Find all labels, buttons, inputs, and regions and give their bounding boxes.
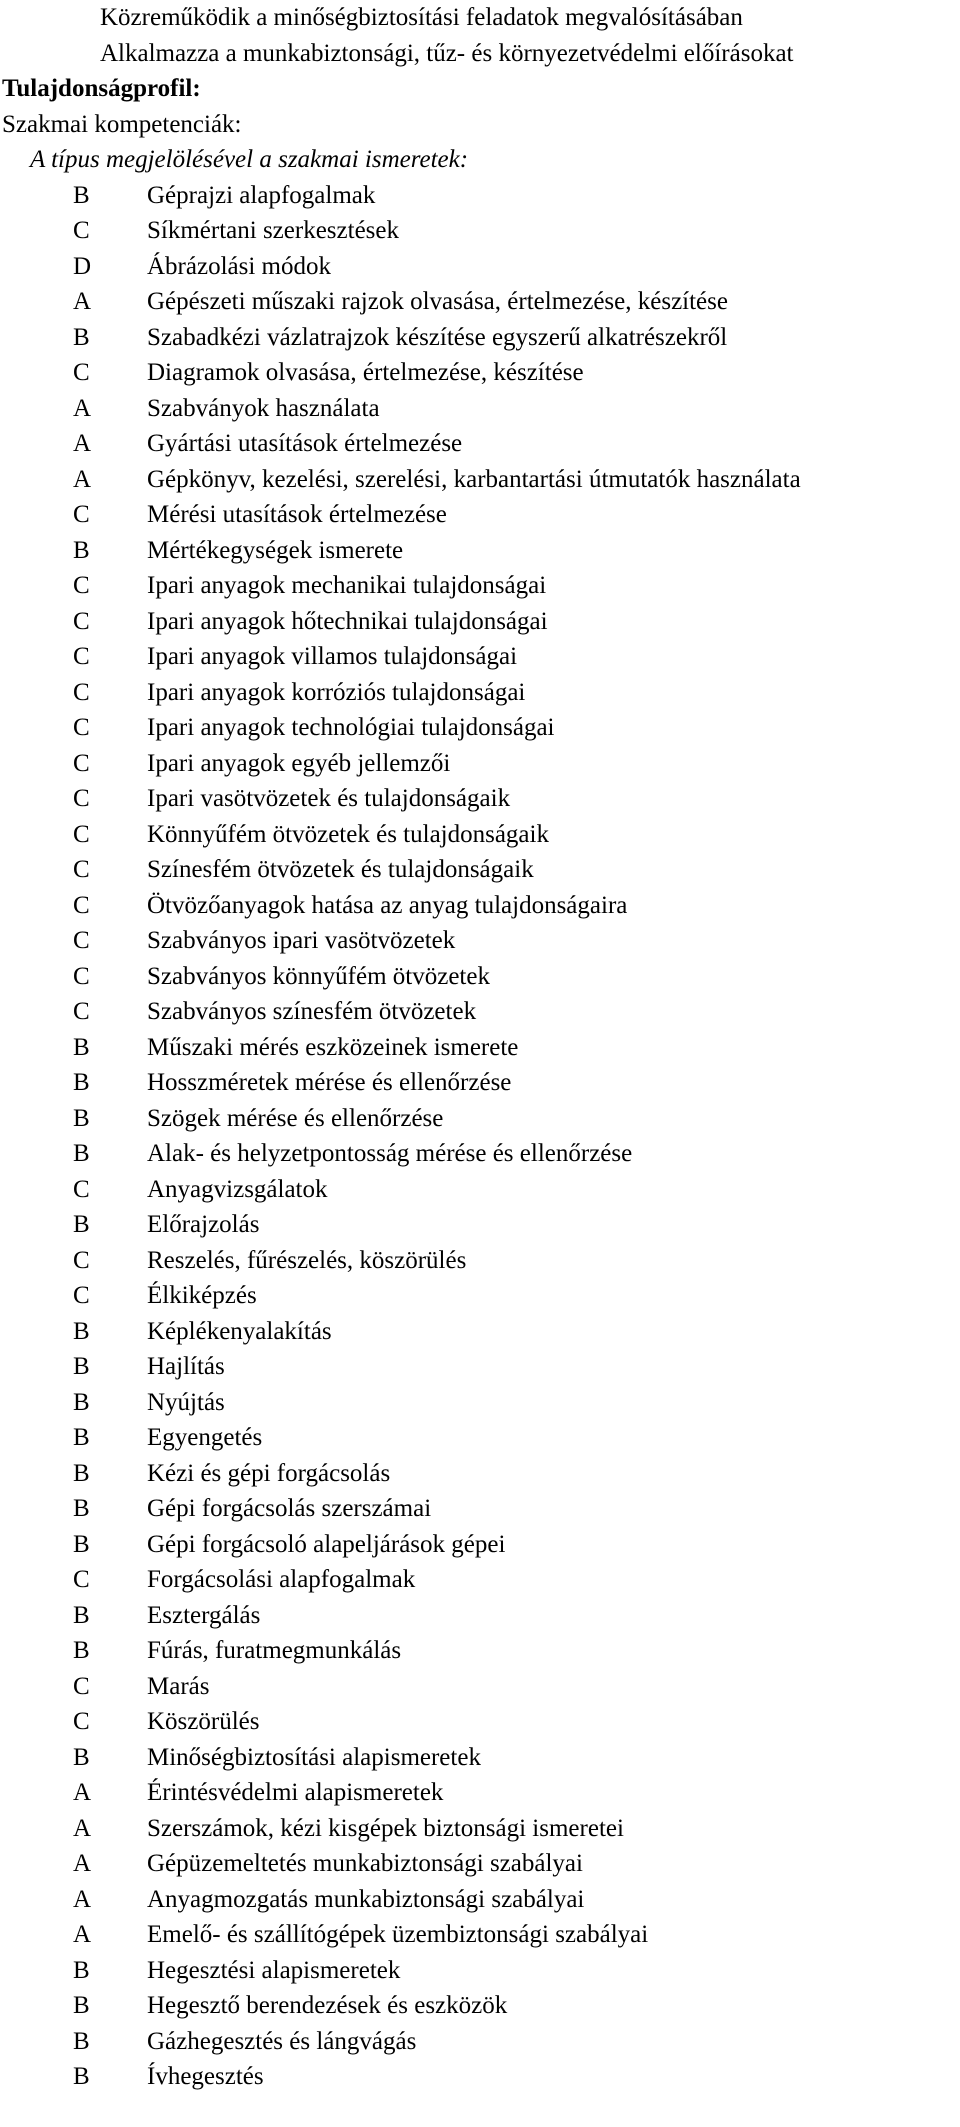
list-item xyxy=(0,675,960,711)
list-item xyxy=(0,710,960,746)
list-item xyxy=(0,284,960,320)
list-item xyxy=(0,497,960,533)
level-code: A xyxy=(73,465,92,493)
level-code: A xyxy=(73,1779,92,1806)
item-text: Hajlítás xyxy=(147,1353,225,1380)
level-code: A xyxy=(73,1885,92,1913)
list-item xyxy=(0,1988,960,2024)
item-text: Szabványos ipari vasötvözetek xyxy=(147,927,456,954)
item-text: Hosszméretek mérése és ellenőrzése xyxy=(147,1069,512,1096)
level-code: A xyxy=(73,430,92,457)
level-code: B xyxy=(73,1388,90,1416)
item-text: Diagramok olvasása, értelmezése, készítése xyxy=(147,359,584,386)
item-text: Ipari anyagok villamos tulajdonságai xyxy=(147,643,518,670)
list-item xyxy=(0,1527,960,1563)
level-code: C xyxy=(73,927,90,954)
list-item xyxy=(0,1669,960,1705)
level-code: B xyxy=(73,1637,90,1664)
list-item xyxy=(0,355,960,391)
level-code: B xyxy=(73,1069,90,1096)
item-text: Szabványok használata xyxy=(147,394,380,422)
level-code: B xyxy=(73,1140,90,1167)
list-item xyxy=(0,639,960,675)
item-text: Ipari vasötvözetek és tulajdonságaik xyxy=(147,785,511,812)
item-text: Ipari anyagok korróziós tulajdonságai xyxy=(147,678,526,706)
level-code: B xyxy=(73,1743,90,1771)
list-item xyxy=(0,888,960,924)
list-item xyxy=(0,1101,960,1137)
level-code: B xyxy=(73,2027,90,2055)
list-item xyxy=(0,959,960,995)
competence-heading: Szakmai kompetenciák: xyxy=(2,110,242,138)
item-text: Ábrázolási módok xyxy=(147,252,331,280)
list-item xyxy=(0,1349,960,1385)
level-code: B xyxy=(73,1104,90,1132)
item-text: Könnyűfém ötvözetek és tulajdonságaik xyxy=(147,820,549,848)
item-text: Gépészeti műszaki rajzok olvasása, értelmezése, készítése xyxy=(147,288,728,315)
item-text: Marás xyxy=(147,1672,210,1700)
item-text: Ipari anyagok mechanikai tulajdonságai xyxy=(147,572,547,599)
level-code: A xyxy=(73,1850,92,1877)
list-item xyxy=(0,1136,960,1172)
level-code: C xyxy=(73,749,90,777)
level-code: C xyxy=(73,998,90,1025)
item-text: Gépüzemeltetés munkabiztonsági szabályai xyxy=(147,1850,583,1877)
level-code: B xyxy=(73,1353,90,1380)
item-text: Köszörülés xyxy=(147,1708,260,1735)
item-text: Síkmértani szerkesztések xyxy=(147,217,399,244)
level-code: B xyxy=(73,181,90,209)
item-text: Szabványos színesfém ötvözetek xyxy=(147,998,477,1025)
item-text: Ívhegesztés xyxy=(147,2063,264,2090)
list-item xyxy=(0,1385,960,1421)
level-code: C xyxy=(73,359,90,386)
item-text: Gépi forgácsoló alapeljárások gépei xyxy=(147,1530,506,1558)
item-text: Előrajzolás xyxy=(147,1211,260,1238)
list-item xyxy=(0,1420,960,1456)
item-text: Élkiképzés xyxy=(147,1282,257,1309)
list-item xyxy=(0,1811,960,1847)
item-text: Szögek mérése és ellenőrzése xyxy=(147,1104,444,1132)
item-text: Gépi forgácsolás szerszámai xyxy=(147,1495,432,1522)
level-code: B xyxy=(73,1495,90,1522)
list-item xyxy=(0,1740,960,1776)
item-text: Gázhegesztés és lángvágás xyxy=(147,2027,417,2055)
level-code: B xyxy=(73,1956,90,1984)
list-item xyxy=(0,852,960,888)
level-code: B xyxy=(73,1211,90,1238)
list-item xyxy=(0,994,960,1030)
list-item xyxy=(0,1030,960,1066)
level-code: C xyxy=(73,1246,90,1274)
level-code: C xyxy=(73,1282,90,1309)
list-item xyxy=(0,568,960,604)
item-text: Anyagvizsgálatok xyxy=(147,1175,328,1203)
level-code: C xyxy=(73,643,90,670)
list-item xyxy=(0,1456,960,1492)
item-text: Szabadkézi vázlatrajzok készítése egyszerű alkatrészekről xyxy=(147,323,728,351)
level-code: C xyxy=(73,678,90,706)
list-item xyxy=(0,1775,960,1811)
item-text: Gyártási utasítások értelmezése xyxy=(147,430,463,457)
list-item xyxy=(0,746,960,782)
list-item xyxy=(0,1704,960,1740)
level-code: C xyxy=(73,217,90,244)
list-item xyxy=(0,1953,960,1989)
list-item xyxy=(0,1172,960,1208)
list-item xyxy=(0,391,960,427)
level-code: C xyxy=(73,1708,90,1735)
level-code: B xyxy=(73,1992,90,2019)
item-text: Szabványos könnyűfém ötvözetek xyxy=(147,962,490,990)
item-text: Forgácsolási alapfogalmak xyxy=(147,1566,416,1593)
list-item xyxy=(0,213,960,249)
level-code: D xyxy=(73,252,92,280)
item-text: Ipari anyagok technológiai tulajdonságai xyxy=(147,714,555,741)
list-item xyxy=(0,1562,960,1598)
level-code: B xyxy=(73,1424,90,1451)
list-item xyxy=(0,1633,960,1669)
list-item xyxy=(0,533,960,569)
level-code: C xyxy=(73,891,90,919)
list-item xyxy=(0,320,960,356)
list-item xyxy=(0,249,960,285)
profile-heading: Tulajdonságprofil: xyxy=(2,75,201,102)
level-code: C xyxy=(73,962,90,990)
list-item xyxy=(0,1065,960,1101)
list-item xyxy=(0,1314,960,1350)
type-heading: A típus megjelölésével a szakmai ismeretek: xyxy=(30,146,469,173)
list-item xyxy=(0,923,960,959)
list-item xyxy=(0,604,960,640)
item-text: Ötvözőanyagok hatása az anyag tulajdonságaira xyxy=(147,891,628,919)
level-code: C xyxy=(73,714,90,741)
level-code: C xyxy=(73,820,90,848)
intro-line-1: Közreműködik a minőségbiztosítási feladatok megvalósításában xyxy=(100,4,743,31)
item-text: Minőségbiztosítási alapismeretek xyxy=(147,1743,481,1771)
level-code: C xyxy=(73,572,90,599)
list-item xyxy=(0,426,960,462)
list-item xyxy=(0,2059,960,2095)
level-code: C xyxy=(73,856,90,883)
level-code: A xyxy=(73,394,92,422)
level-code: C xyxy=(73,1175,90,1203)
item-text: Reszelés, fűrészelés, köszörülés xyxy=(147,1246,467,1274)
level-code: B xyxy=(73,1459,90,1487)
competence-list xyxy=(0,178,960,2095)
level-code: B xyxy=(73,1033,90,1061)
list-item xyxy=(0,1243,960,1279)
item-text: Képlékenyalakítás xyxy=(147,1317,332,1345)
list-item xyxy=(0,2024,960,2060)
item-text: Alak- és helyzetpontosság mérése és ellenőrzése xyxy=(147,1140,633,1167)
level-code: B xyxy=(73,1317,90,1345)
item-text: Érintésvédelmi alapismeretek xyxy=(147,1779,444,1806)
level-code: C xyxy=(73,1566,90,1593)
level-code: C xyxy=(73,501,90,528)
level-code: C xyxy=(73,1672,90,1700)
list-item xyxy=(0,178,960,214)
intro-line-2: Alkalmazza a munkabiztonsági, tűz- és környezetvédelmi előírásokat xyxy=(100,39,794,67)
level-code: B xyxy=(73,2063,90,2090)
list-item xyxy=(0,1846,960,1882)
item-text: Hegesztő berendezések és eszközök xyxy=(147,1992,508,2019)
list-item xyxy=(0,1598,960,1634)
item-text: Emelő- és szállítógépek üzembiztonsági szabályai xyxy=(147,1921,649,1948)
level-code: B xyxy=(73,1530,90,1558)
list-item xyxy=(0,462,960,498)
level-code: B xyxy=(73,323,90,351)
item-text: Gépkönyv, kezelési, szerelési, karbantartási útmutatók használata xyxy=(147,465,801,493)
item-text: Egyengetés xyxy=(147,1424,263,1451)
item-text: Esztergálás xyxy=(147,1601,261,1629)
item-text: Színesfém ötvözetek és tulajdonságaik xyxy=(147,856,534,883)
item-text: Ipari anyagok egyéb jellemzői xyxy=(147,749,451,777)
level-code: A xyxy=(73,288,92,315)
level-code: A xyxy=(73,1814,92,1842)
list-item xyxy=(0,1278,960,1314)
item-text: Nyújtás xyxy=(147,1388,225,1416)
item-text: Géprajzi alapfogalmak xyxy=(147,181,376,209)
list-item xyxy=(0,1207,960,1243)
level-code: C xyxy=(73,785,90,812)
item-text: Műszaki mérés eszközeinek ismerete xyxy=(147,1033,519,1061)
list-item xyxy=(0,1882,960,1918)
level-code: A xyxy=(73,1921,92,1948)
item-text: Szerszámok, kézi kisgépek biztonsági ismeretei xyxy=(147,1814,624,1842)
item-text: Ipari anyagok hőtechnikai tulajdonságai xyxy=(147,607,548,635)
level-code: B xyxy=(73,536,90,564)
item-text: Anyagmozgatás munkabiztonsági szabályai xyxy=(147,1885,585,1913)
item-text: Hegesztési alapismeretek xyxy=(147,1956,401,1984)
item-text: Mérési utasítások értelmezése xyxy=(147,501,447,528)
list-item xyxy=(0,817,960,853)
list-item xyxy=(0,1917,960,1953)
list-item xyxy=(0,1491,960,1527)
list-item xyxy=(0,781,960,817)
level-code: B xyxy=(73,1601,90,1629)
item-text: Kézi és gépi forgácsolás xyxy=(147,1459,391,1487)
item-text: Fúrás, furatmegmunkálás xyxy=(147,1637,402,1664)
level-code: C xyxy=(73,607,90,635)
item-text: Mértékegységek ismerete xyxy=(147,536,404,564)
